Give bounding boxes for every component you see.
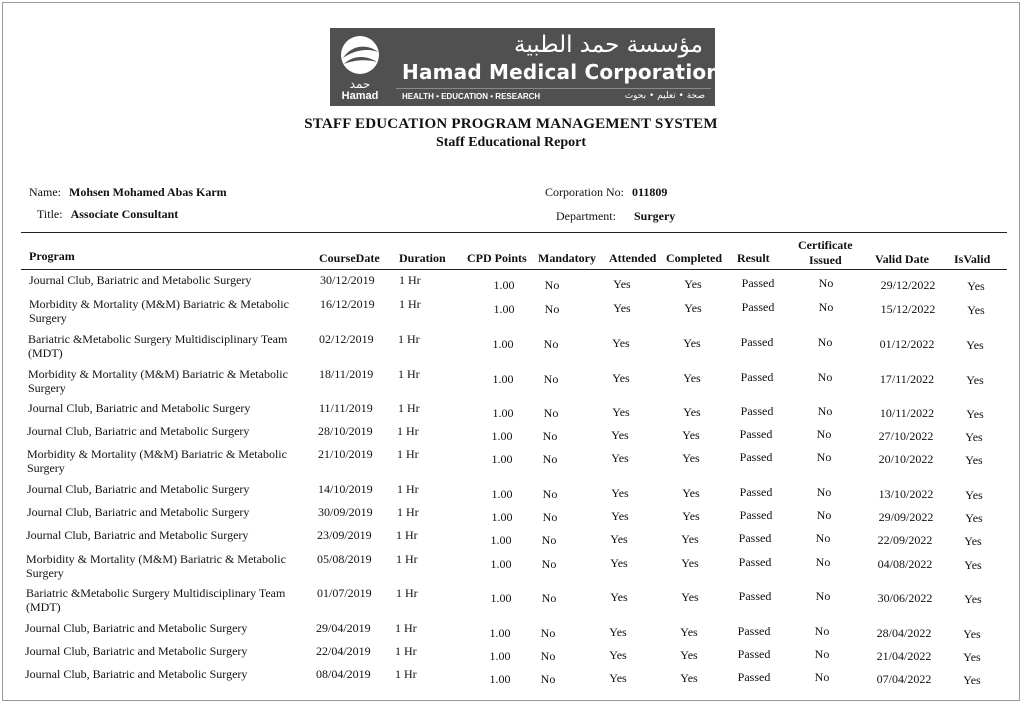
- col-attended: Attended: [609, 251, 657, 265]
- cell-mandatory: No: [544, 302, 560, 316]
- cell-attended: Yes: [612, 405, 630, 419]
- cell-attended: Yes: [609, 625, 627, 639]
- cell-date: 30/09/2019: [318, 505, 373, 519]
- cell-isvalid: Yes: [963, 673, 981, 687]
- cell-program: Journal Club, Bariatric and Metabolic Surgery: [27, 505, 250, 519]
- cell-mandatory: No: [543, 337, 559, 351]
- cell-cert: No: [815, 555, 831, 569]
- cell-completed: Yes: [680, 625, 698, 639]
- report-subtitle: Staff Educational Report: [435, 135, 587, 150]
- cell-completed: Yes: [682, 428, 700, 442]
- cell-isvalid: Yes: [966, 338, 984, 352]
- cell-mandatory: No: [543, 372, 559, 386]
- logo-english-name: Hamad Medical Corporation: [402, 60, 721, 84]
- cell-attended: Yes: [611, 509, 629, 523]
- col-result: Result: [737, 251, 770, 265]
- cell-completed: Yes: [683, 371, 701, 385]
- cell-duration: 1 Hr: [399, 297, 421, 311]
- cell-cert: No: [814, 647, 830, 661]
- cell-completed: Yes: [680, 671, 698, 685]
- cell-valid: 30/06/2022: [877, 591, 933, 605]
- cell-mandatory: No: [544, 278, 560, 292]
- cell-mandatory: No: [542, 510, 558, 524]
- cell-cert: No: [817, 404, 833, 418]
- staff-title-value: Associate Consultant: [70, 207, 179, 221]
- col-certificate-line1: Certificate: [798, 238, 853, 252]
- cell-duration: 1 Hr: [397, 482, 419, 496]
- cell-duration: 1 Hr: [396, 528, 418, 542]
- col-is-valid: IsValid: [954, 252, 991, 266]
- cell-program: Journal Club, Bariatric and Metabolic Surgery: [27, 482, 250, 496]
- header-bottom-rule: [21, 269, 1007, 270]
- cell-cpd: 1.00: [489, 649, 511, 663]
- cell-duration: 1 Hr: [396, 552, 418, 566]
- cell-valid: 29/12/2022: [880, 278, 936, 292]
- cell-program: Morbidity & Mortality (M&M) Bariatric & Metabolic Surgery: [27, 447, 287, 475]
- cell-mandatory: No: [541, 591, 557, 605]
- cell-attended: Yes: [613, 301, 631, 315]
- cell-date: 14/10/2019: [318, 482, 373, 496]
- cell-mandatory: No: [541, 533, 557, 547]
- cell-cert: No: [818, 300, 834, 314]
- cell-duration: 1 Hr: [397, 447, 419, 461]
- cell-valid: 22/09/2022: [877, 533, 933, 547]
- cell-cpd: 1.00: [490, 557, 512, 571]
- cell-duration: 1 Hr: [397, 424, 419, 438]
- cell-isvalid: Yes: [966, 373, 984, 387]
- cell-program: Journal Club, Bariatric and Metabolic Surgery: [27, 424, 250, 438]
- staff-title-label: Title:: [37, 207, 63, 221]
- cell-cert: No: [816, 427, 832, 441]
- cell-date: 11/11/2019: [319, 401, 373, 415]
- cell-completed: Yes: [684, 301, 702, 315]
- staff-title-field: [37, 207, 178, 222]
- logo-tagline-en: HEALTH • EDUCATION • RESEARCH: [402, 91, 541, 101]
- cell-mandatory: No: [540, 672, 556, 686]
- cell-isvalid: Yes: [967, 279, 985, 293]
- cell-program: Bariatric &Metabolic Surgery Multidisciplinary Team (MDT): [26, 586, 286, 614]
- cell-program: Morbidity & Mortality (M&M) Bariatric & Metabolic Surgery: [29, 297, 289, 325]
- col-mandatory: Mandatory: [538, 251, 596, 265]
- cell-attended: Yes: [609, 648, 627, 662]
- department-field: [556, 209, 675, 224]
- cell-isvalid: Yes: [965, 453, 983, 467]
- cell-valid: 29/09/2022: [878, 510, 934, 524]
- cell-date: 23/09/2019: [317, 528, 372, 542]
- cell-duration: 1 Hr: [395, 667, 417, 681]
- cell-cert: No: [815, 589, 831, 603]
- cell-mandatory: No: [542, 452, 558, 466]
- cell-program: Morbidity & Mortality (M&M) Bariatric & Metabolic Surgery: [28, 367, 288, 395]
- hmc-logo: [330, 28, 721, 106]
- cell-date: 28/10/2019: [318, 424, 373, 438]
- logo-tagline: [396, 88, 711, 103]
- cell-valid: 17/11/2022: [879, 372, 935, 386]
- cell-result: Passed: [741, 276, 775, 290]
- cell-attended: Yes: [611, 486, 629, 500]
- cell-isvalid: Yes: [964, 592, 982, 606]
- cell-attended: Yes: [610, 590, 628, 604]
- cell-mandatory: No: [540, 626, 556, 640]
- cell-cpd: 1.00: [493, 302, 515, 316]
- cell-isvalid: Yes: [965, 430, 983, 444]
- cell-isvalid: Yes: [967, 303, 985, 317]
- cell-attended: Yes: [609, 671, 627, 685]
- cell-duration: 1 Hr: [398, 367, 420, 381]
- cell-program: Journal Club, Bariatric and Metabolic Surgery: [25, 644, 248, 658]
- cell-completed: Yes: [681, 532, 699, 546]
- cell-cpd: 1.00: [492, 337, 514, 351]
- col-cpd-points: CPD Points: [467, 251, 527, 265]
- cell-result: Passed: [738, 555, 772, 569]
- cell-program: Journal Club, Bariatric and Metabolic Surgery: [29, 273, 252, 287]
- col-certificate-line2: Issued: [808, 253, 842, 267]
- cell-date: 29/04/2019: [316, 621, 371, 635]
- department-label: Department:: [556, 209, 616, 223]
- cell-mandatory: No: [542, 429, 558, 443]
- header-top-rule: [21, 232, 1007, 233]
- cell-cert: No: [815, 531, 831, 545]
- cell-result: Passed: [741, 300, 775, 314]
- cell-program: Bariatric &Metabolic Surgery Multidisciplinary Team (MDT): [28, 332, 288, 360]
- cell-cert: No: [814, 624, 830, 638]
- corporation-no-label: Corporation No:: [545, 185, 624, 199]
- staff-name-label: Name:: [29, 185, 61, 199]
- cell-completed: Yes: [681, 556, 699, 570]
- cell-isvalid: Yes: [964, 534, 982, 548]
- cell-date: 01/07/2019: [317, 586, 372, 600]
- cell-isvalid: Yes: [965, 488, 983, 502]
- cell-program: Morbidity & Mortality (M&M) Bariatric & Metabolic Surgery: [26, 552, 286, 580]
- cell-cpd: 1.00: [489, 672, 511, 686]
- staff-name-value: Mohsen Mohamed Abas Karm: [69, 185, 227, 199]
- cell-cpd: 1.00: [491, 452, 513, 466]
- cell-program: Journal Club, Bariatric and Metabolic Surgery: [25, 621, 248, 635]
- cell-cpd: 1.00: [492, 406, 514, 420]
- cell-mandatory: No: [540, 649, 556, 663]
- cell-cert: No: [816, 450, 832, 464]
- cell-completed: Yes: [680, 648, 698, 662]
- cell-result: Passed: [740, 370, 774, 384]
- cell-valid: 21/04/2022: [876, 649, 932, 663]
- cell-cert: No: [818, 276, 834, 290]
- cell-attended: Yes: [610, 532, 628, 546]
- cell-date: 16/12/2019: [320, 297, 375, 311]
- cell-cert: No: [816, 508, 832, 522]
- col-completed: Completed: [666, 251, 722, 265]
- cell-date: 02/12/2019: [319, 332, 374, 346]
- cell-attended: Yes: [613, 277, 631, 291]
- col-program: Program: [29, 249, 75, 263]
- cell-isvalid: Yes: [963, 650, 981, 664]
- cell-valid: 13/10/2022: [878, 487, 934, 501]
- cell-valid: 10/11/2022: [879, 406, 935, 420]
- cell-mandatory: No: [542, 487, 558, 501]
- cell-valid: 28/04/2022: [876, 626, 932, 640]
- cell-result: Passed: [737, 624, 771, 638]
- cell-cert: No: [817, 370, 833, 384]
- col-certificate-issued: [798, 238, 853, 268]
- cell-result: Passed: [738, 589, 772, 603]
- cell-completed: Yes: [683, 405, 701, 419]
- cell-duration: 1 Hr: [396, 586, 418, 600]
- cell-result: Passed: [738, 531, 772, 545]
- cell-cert: No: [816, 485, 832, 499]
- cell-valid: 27/10/2022: [878, 429, 934, 443]
- cell-cpd: 1.00: [490, 591, 512, 605]
- cell-date: 18/11/2019: [319, 367, 374, 381]
- cell-completed: Yes: [683, 336, 701, 350]
- cell-program: Journal Club, Bariatric and Metabolic Surgery: [28, 401, 251, 415]
- cell-cpd: 1.00: [491, 510, 513, 524]
- report-title: STAFF EDUCATION PROGRAM MANAGEMENT SYSTEM: [304, 116, 718, 132]
- cell-date: 30/12/2019: [320, 273, 375, 287]
- cell-completed: Yes: [684, 277, 702, 291]
- department-value: Surgery: [633, 209, 676, 223]
- cell-date: 05/08/2019: [317, 552, 372, 566]
- cell-result: Passed: [739, 450, 773, 464]
- cell-result: Passed: [739, 485, 773, 499]
- cell-cpd: 1.00: [491, 429, 513, 443]
- col-valid-date: Valid Date: [875, 252, 929, 266]
- logo-tagline-ar: صحة • تعليم • بحوث: [624, 91, 705, 101]
- cell-mandatory: No: [541, 557, 557, 571]
- logo-emblem-latin: Hamad: [341, 90, 379, 102]
- cell-isvalid: Yes: [966, 407, 984, 421]
- cell-cpd: 1.00: [492, 372, 514, 386]
- cell-cpd: 1.00: [493, 278, 515, 292]
- cell-date: 22/04/2019: [316, 644, 371, 658]
- cell-attended: Yes: [610, 556, 628, 570]
- cell-attended: Yes: [611, 428, 629, 442]
- cell-result: Passed: [740, 335, 774, 349]
- cell-valid: 20/10/2022: [878, 452, 934, 466]
- cell-result: Passed: [739, 508, 773, 522]
- cell-duration: 1 Hr: [395, 644, 417, 658]
- staff-name-field: [29, 185, 227, 200]
- cell-cpd: 1.00: [490, 533, 512, 547]
- cell-attended: Yes: [611, 451, 629, 465]
- cell-cert: No: [817, 335, 833, 349]
- cell-cpd: 1.00: [491, 487, 513, 501]
- logo-emblem: [330, 28, 390, 106]
- logo-emblem-arabic: حمد: [349, 77, 371, 91]
- cell-result: Passed: [737, 647, 771, 661]
- cell-program: Journal Club, Bariatric and Metabolic Surgery: [25, 667, 248, 681]
- cell-result: Passed: [737, 670, 771, 684]
- cell-attended: Yes: [612, 371, 630, 385]
- cell-duration: 1 Hr: [398, 401, 420, 415]
- cell-attended: Yes: [612, 336, 630, 350]
- cell-completed: Yes: [681, 590, 699, 604]
- cell-valid: 04/08/2022: [877, 557, 933, 571]
- cell-duration: 1 Hr: [397, 505, 419, 519]
- cell-duration: 1 Hr: [398, 332, 420, 346]
- cell-result: Passed: [739, 427, 773, 441]
- cell-completed: Yes: [682, 451, 700, 465]
- hmc-emblem-icon: [338, 34, 382, 76]
- corporation-no-field: [545, 185, 667, 200]
- col-duration: Duration: [399, 251, 446, 265]
- col-course-date: CourseDate: [319, 251, 380, 265]
- cell-isvalid: Yes: [965, 511, 983, 525]
- logo-text: [390, 28, 721, 106]
- cell-date: 21/10/2019: [318, 447, 373, 461]
- cell-isvalid: Yes: [963, 627, 981, 641]
- cell-cpd: 1.00: [489, 626, 511, 640]
- cell-valid: 01/12/2022: [879, 337, 935, 351]
- cell-date: 08/04/2019: [316, 667, 371, 681]
- cell-isvalid: Yes: [964, 558, 982, 572]
- cell-duration: 1 Hr: [395, 621, 417, 635]
- cell-completed: Yes: [682, 486, 700, 500]
- cell-cert: No: [814, 670, 830, 684]
- cell-mandatory: No: [543, 406, 559, 420]
- corporation-no-value: 011809: [632, 185, 668, 199]
- cell-program: Journal Club, Bariatric and Metabolic Surgery: [26, 528, 249, 542]
- cell-completed: Yes: [682, 509, 700, 523]
- cell-result: Passed: [740, 404, 774, 418]
- logo-arabic-name: مؤسسة حمد الطبية: [513, 32, 703, 58]
- cell-valid: 07/04/2022: [876, 672, 932, 686]
- cell-valid: 15/12/2022: [880, 302, 936, 316]
- cell-duration: 1 Hr: [399, 273, 421, 287]
- report-page: [2, 2, 1020, 701]
